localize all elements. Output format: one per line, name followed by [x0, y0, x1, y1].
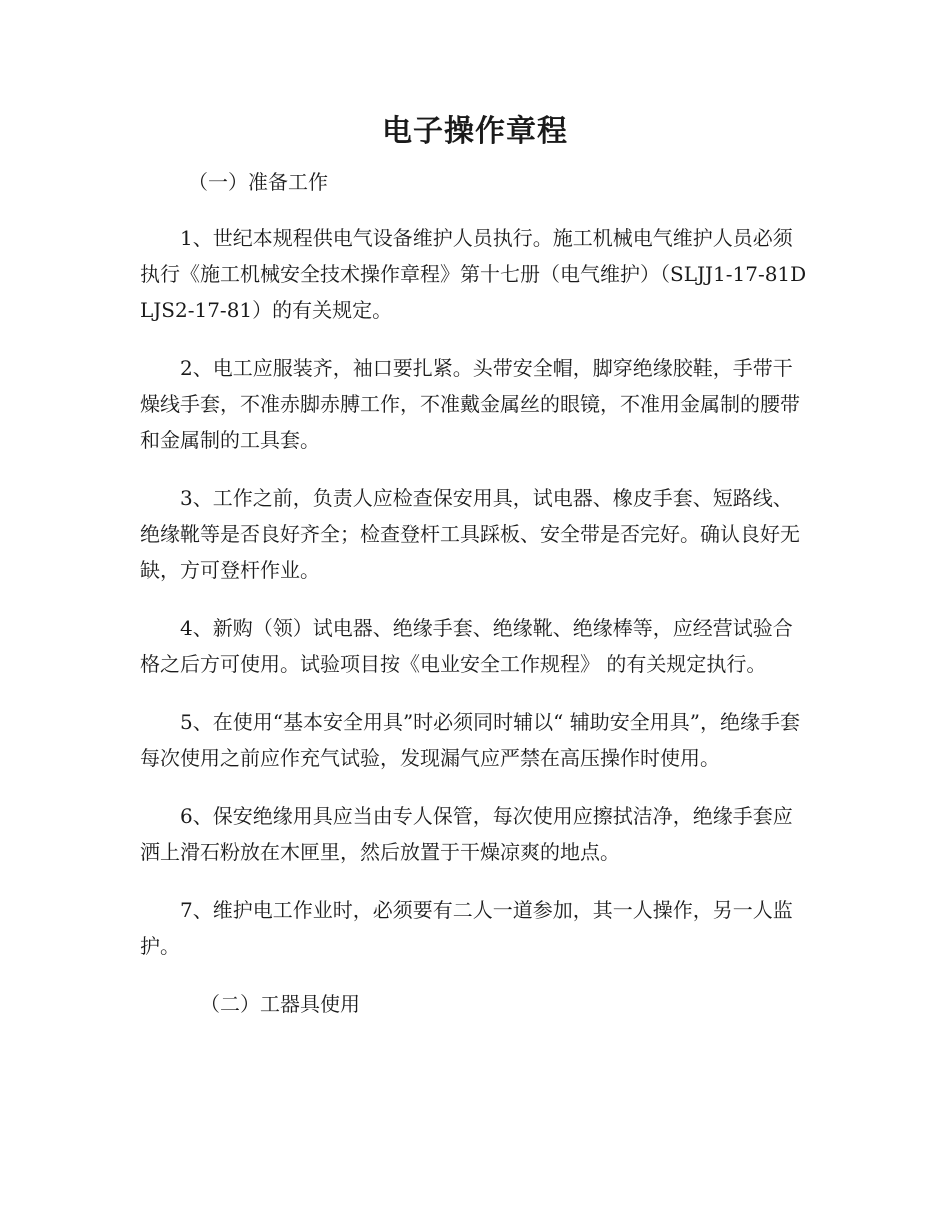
paragraph-7: 7、维护电工作业时，必须要有二人一道参加，其一人操作，另一人监护。: [140, 898, 793, 958]
document-title: 电子操作章程: [382, 114, 568, 149]
section-heading-preparation: （一）准备工作: [188, 170, 328, 194]
paragraph-6: 6、保安绝缘用具应当由专人保管，每次使用应擦拭洁净，绝缘手套应洒上滑石粉放在木匣里，然后放置于干燥凉爽的地点。: [140, 804, 793, 864]
paragraph-1: 1、世纪本规程供电气设备维护人员执行。施工机械电气维护人员必须执行《施工机械安全技术操作章程》第十七册（电气维护）（SLJJ1-17-81DLJS2-17-81）的有关规定。: [140, 226, 807, 322]
paragraph-2: 2、电工应服装齐，袖口要扎紧。头带安全帽，脚穿绝缘胶鞋，手带干燥线手套，不准赤脚赤膊工作，不准戴金属丝的眼镜，不准用金属制的腰带和金属制的工具套。: [140, 356, 800, 452]
paragraph-3: 3、工作之前，负责人应检查保安用具，试电器、橡皮手套、短路线、绝缘靴等是否良好齐全；检查登杆工具踩板、安全带是否完好。确认良好无缺，方可登杆作业。: [140, 486, 800, 582]
paragraph-4: 4、新购（领）试电器、绝缘手套、绝缘靴、绝缘棒等，应经营试验合格之后方可使用。试验项目按《电业安全工作规程》 的有关规定执行。: [140, 616, 793, 676]
paragraph-5: 5、在使用“基本安全用具”时必须同时辅以“ 辅助安全用具”，绝缘手套每次使用之前应作充气试验，发现漏气应严禁在高压操作时使用。: [140, 710, 800, 770]
section-heading-tools: （二）工器具使用: [200, 992, 360, 1016]
document-body: [140, 164, 808, 1042]
